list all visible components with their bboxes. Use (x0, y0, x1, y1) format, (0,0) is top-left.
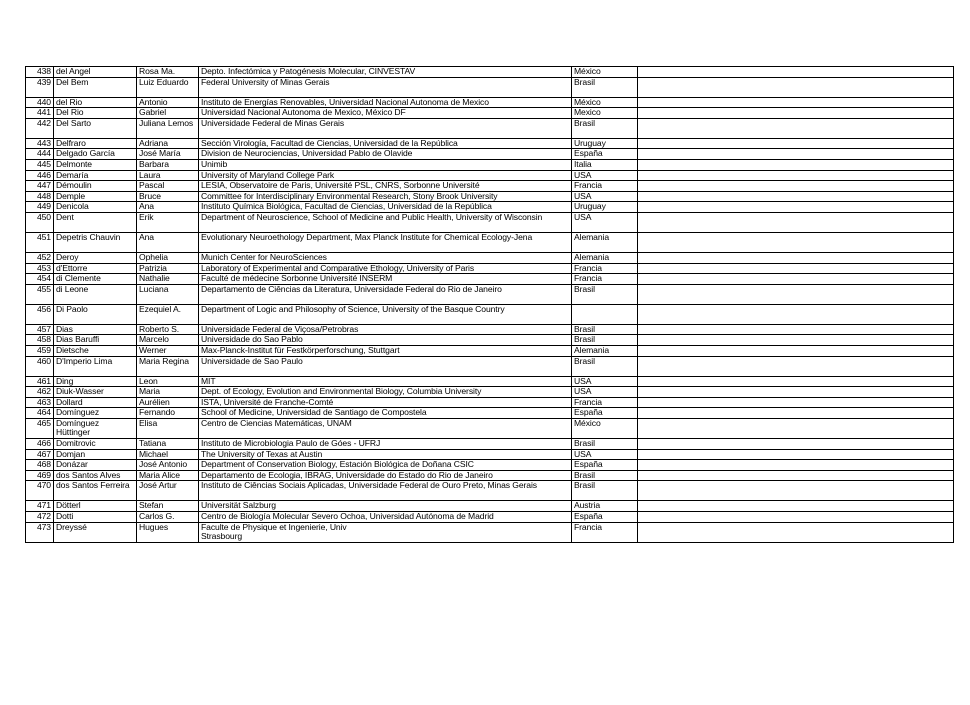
last-name-cell: Depetris Chauvin (54, 232, 137, 252)
row-number-cell: 450 (26, 212, 54, 232)
table-row (26, 512, 954, 523)
row-number-cell: 461 (26, 376, 54, 387)
row-number-cell: 451 (26, 232, 54, 252)
table-row (26, 324, 954, 335)
last-name-cell: Di Paolo (54, 304, 137, 324)
first-name-cell: Juliana Lemos (137, 118, 199, 138)
table-row (26, 263, 954, 274)
notes-cell (638, 522, 954, 542)
table-row (26, 376, 954, 387)
country-cell: España (572, 512, 638, 523)
row-number-cell: 464 (26, 408, 54, 419)
first-name-cell: Erik (137, 212, 199, 232)
notes-cell (638, 397, 954, 408)
notes-cell (638, 202, 954, 213)
institution-cell: Universidade de Sao Paulo (199, 356, 572, 376)
first-name-cell: Gabriel (137, 108, 199, 119)
table-row (26, 181, 954, 192)
first-name-cell: Ana (137, 202, 199, 213)
table-row (26, 418, 954, 438)
researchers-table (25, 66, 954, 543)
first-name-cell: Carlos G. (137, 512, 199, 523)
institution-cell: Instituto Química Biológica, Facultad de Ciencias, Universidad de la República (199, 202, 572, 213)
first-name-cell: José Artur (137, 481, 199, 501)
institution-cell: University of Maryland College Park (199, 170, 572, 181)
notes-cell (638, 149, 954, 160)
last-name-cell: Domjan (54, 449, 137, 460)
row-number-cell: 454 (26, 274, 54, 285)
country-cell: USA (572, 191, 638, 202)
row-number-cell: 443 (26, 138, 54, 149)
row-number-cell: 453 (26, 263, 54, 274)
row-number-cell: 459 (26, 345, 54, 356)
first-name-cell: Leon (137, 376, 199, 387)
notes-cell (638, 335, 954, 346)
row-number-cell: 457 (26, 324, 54, 335)
notes-cell (638, 252, 954, 263)
notes-cell (638, 512, 954, 523)
row-number-cell: 448 (26, 191, 54, 202)
first-name-cell: Maria (137, 387, 199, 398)
notes-cell (638, 191, 954, 202)
first-name-cell: Nathalie (137, 274, 199, 285)
row-number-cell: 438 (26, 67, 54, 78)
last-name-cell: Donázar (54, 460, 137, 471)
table-body (26, 67, 954, 543)
notes-cell (638, 387, 954, 398)
row-number-cell: 452 (26, 252, 54, 263)
table-row (26, 97, 954, 108)
table-row (26, 202, 954, 213)
institution-cell: Max-Planck-Institut für Festkörperforschung, Stuttgart (199, 345, 572, 356)
institution-cell: Department of Neuroscience, School of Medicine and Public Health, University of Wisconsin (199, 212, 572, 232)
first-name-cell: Luciana (137, 284, 199, 304)
table-row (26, 439, 954, 450)
row-number-cell: 444 (26, 149, 54, 160)
country-cell: USA (572, 449, 638, 460)
institution-cell: Sección Virología, Facultad de Ciencias, Universidad de la República (199, 138, 572, 149)
institution-cell: Division de Neurociencias, Universidad Pablo de Olavide (199, 149, 572, 160)
row-number-cell: 455 (26, 284, 54, 304)
table-row (26, 449, 954, 460)
institution-cell: Departamento de Ecologia, IBRAG, Universidade do Estado do Rio de Janeiro (199, 470, 572, 481)
table-row (26, 460, 954, 471)
country-cell: Mexico (572, 108, 638, 119)
last-name-cell: Diuk-Wasser (54, 387, 137, 398)
institution-cell: School of Medicine, Universidad de Santiago de Compostela (199, 408, 572, 419)
notes-cell (638, 449, 954, 460)
last-name-cell: Ding (54, 376, 137, 387)
notes-cell (638, 138, 954, 149)
first-name-cell: Bruce (137, 191, 199, 202)
last-name-cell: Dotti (54, 512, 137, 523)
country-cell: Alemania (572, 232, 638, 252)
row-number-cell: 449 (26, 202, 54, 213)
table-row (26, 274, 954, 285)
country-cell: Brasil (572, 356, 638, 376)
first-name-cell: Michael (137, 449, 199, 460)
first-name-cell: Fernando (137, 408, 199, 419)
first-name-cell: Adriana (137, 138, 199, 149)
first-name-cell: Stefan (137, 501, 199, 512)
country-cell: Uruguay (572, 202, 638, 213)
first-name-cell: Luiz Eduardo (137, 77, 199, 97)
country-cell: USA (572, 170, 638, 181)
notes-cell (638, 470, 954, 481)
institution-cell: Centro de Biología Molecular Severo Ochoa, Universidad Autónoma de Madrid (199, 512, 572, 523)
country-cell: Italia (572, 159, 638, 170)
notes-cell (638, 356, 954, 376)
institution-cell: Department of Logic and Philosophy of Science, University of the Basque Country (199, 304, 572, 324)
row-number-cell: 458 (26, 335, 54, 346)
notes-cell (638, 263, 954, 274)
first-name-cell: Tatiana (137, 439, 199, 450)
institution-cell: Instituto de Ciências Sociais Aplicadas, Universidade Federal de Ouro Preto, Minas Gerais (199, 481, 572, 501)
first-name-cell: Marcelo (137, 335, 199, 346)
institution-cell: MIT (199, 376, 572, 387)
first-name-cell: Hugues (137, 522, 199, 542)
institution-cell: The University of Texas at Austin (199, 449, 572, 460)
first-name-cell: Elisa (137, 418, 199, 438)
first-name-cell: Ophelia (137, 252, 199, 263)
table-row (26, 345, 954, 356)
row-number-cell: 467 (26, 449, 54, 460)
notes-cell (638, 324, 954, 335)
notes-cell (638, 97, 954, 108)
notes-cell (638, 274, 954, 285)
table-row (26, 159, 954, 170)
last-name-cell: Dias (54, 324, 137, 335)
table-row (26, 522, 954, 542)
institution-cell: Faculté de médecine Sorbonne Université INSERM (199, 274, 572, 285)
notes-cell (638, 345, 954, 356)
table-row (26, 408, 954, 419)
institution-cell: Committee for Interdisciplinary Environmental Research, Stony Brook University (199, 191, 572, 202)
institution-cell: Laboratory of Experimental and Comparative Ethology, University of Paris (199, 263, 572, 274)
country-cell: Francia (572, 397, 638, 408)
last-name-cell: Denicola (54, 202, 137, 213)
last-name-cell: dos Santos Alves (54, 470, 137, 481)
notes-cell (638, 408, 954, 419)
country-cell: Francia (572, 263, 638, 274)
notes-cell (638, 284, 954, 304)
last-name-cell: Deroy (54, 252, 137, 263)
country-cell: Francia (572, 274, 638, 285)
country-cell: Francia (572, 181, 638, 192)
country-cell: Alemania (572, 252, 638, 263)
table-row (26, 304, 954, 324)
first-name-cell: Barbara (137, 159, 199, 170)
notes-cell (638, 481, 954, 501)
last-name-cell: dos Santos Ferreira (54, 481, 137, 501)
row-number-cell: 471 (26, 501, 54, 512)
country-cell: Brasil (572, 324, 638, 335)
last-name-cell: d'Ettorre (54, 263, 137, 274)
country-cell: Brasil (572, 77, 638, 97)
first-name-cell: Ezequiel A. (137, 304, 199, 324)
last-name-cell: di Leone (54, 284, 137, 304)
last-name-cell: Dent (54, 212, 137, 232)
notes-cell (638, 159, 954, 170)
last-name-cell: Del Sarto (54, 118, 137, 138)
row-number-cell: 442 (26, 118, 54, 138)
notes-cell (638, 304, 954, 324)
institution-cell: Instituto de Microbiologia Paulo de Góes - UFRJ (199, 439, 572, 450)
row-number-cell: 445 (26, 159, 54, 170)
country-cell: España (572, 149, 638, 160)
institution-cell: ISTA, Université de Franche-Comté (199, 397, 572, 408)
last-name-cell: Dietsche (54, 345, 137, 356)
table-row (26, 170, 954, 181)
first-name-cell: José Antonio (137, 460, 199, 471)
last-name-cell: Dias Baruffi (54, 335, 137, 346)
notes-cell (638, 418, 954, 438)
first-name-cell: Rosa Ma. (137, 67, 199, 78)
row-number-cell: 470 (26, 481, 54, 501)
row-number-cell: 463 (26, 397, 54, 408)
last-name-cell: del Angel (54, 67, 137, 78)
institution-cell: Unimib (199, 159, 572, 170)
institution-cell: Departamento de Ciências da Literatura, Universidade Federal do Rio de Janeiro (199, 284, 572, 304)
last-name-cell: D'Imperio Lima (54, 356, 137, 376)
last-name-cell: del Rio (54, 97, 137, 108)
institution-cell: Munich Center for NeuroSciences (199, 252, 572, 263)
country-cell: Uruguay (572, 138, 638, 149)
institution-cell: LESIA, Observatoire de Paris, Université PSL, CNRS, Sorbonne Université (199, 181, 572, 192)
country-cell: USA (572, 387, 638, 398)
row-number-cell: 460 (26, 356, 54, 376)
row-number-cell: 473 (26, 522, 54, 542)
table-row (26, 77, 954, 97)
notes-cell (638, 376, 954, 387)
institution-cell: Universidad Nacional Autonoma de Mexico, México DF (199, 108, 572, 119)
country-cell: USA (572, 212, 638, 232)
first-name-cell: Ana (137, 232, 199, 252)
country-cell: México (572, 418, 638, 438)
row-number-cell: 456 (26, 304, 54, 324)
country-cell: México (572, 97, 638, 108)
last-name-cell: di Clemente (54, 274, 137, 285)
table-row (26, 212, 954, 232)
row-number-cell: 439 (26, 77, 54, 97)
last-name-cell: Delgado García (54, 149, 137, 160)
notes-cell (638, 108, 954, 119)
institution-cell: Universidade do Sao Pablo (199, 335, 572, 346)
country-cell: Austria (572, 501, 638, 512)
last-name-cell: Domínguez (54, 408, 137, 419)
row-number-cell: 462 (26, 387, 54, 398)
country-cell: México (572, 67, 638, 78)
notes-cell (638, 501, 954, 512)
first-name-cell: Roberto S. (137, 324, 199, 335)
first-name-cell: Pascal (137, 181, 199, 192)
last-name-cell: Delmonte (54, 159, 137, 170)
row-number-cell: 441 (26, 108, 54, 119)
table-row (26, 149, 954, 160)
last-name-cell: Démoulin (54, 181, 137, 192)
country-cell: Brasil (572, 335, 638, 346)
institution-cell: Dept. of Ecology, Evolution and Environmental Biology, Columbia University (199, 387, 572, 398)
row-number-cell: 468 (26, 460, 54, 471)
country-cell: España (572, 408, 638, 419)
table-row (26, 501, 954, 512)
country-cell: Francia (572, 522, 638, 542)
notes-cell (638, 67, 954, 78)
institution-cell: Evolutionary Neuroethology Department, Max Planck Institute for Chemical Ecology-Jena (199, 232, 572, 252)
table-row (26, 118, 954, 138)
last-name-cell: Domínguez Hüttinger (54, 418, 137, 438)
last-name-cell: Domitrovic (54, 439, 137, 450)
table-row (26, 470, 954, 481)
first-name-cell: Patrizia (137, 263, 199, 274)
notes-cell (638, 170, 954, 181)
row-number-cell: 440 (26, 97, 54, 108)
table-row (26, 481, 954, 501)
notes-cell (638, 439, 954, 450)
last-name-cell: Delfraro (54, 138, 137, 149)
notes-cell (638, 77, 954, 97)
table-row (26, 397, 954, 408)
notes-cell (638, 118, 954, 138)
row-number-cell: 469 (26, 470, 54, 481)
institution-cell: Centro de Ciencias Matemáticas, UNAM (199, 418, 572, 438)
table-row (26, 284, 954, 304)
last-name-cell: Dötterl (54, 501, 137, 512)
institution-cell: Faculte de Physique et Ingenierie, Univ Strasbourg (199, 522, 572, 542)
notes-cell (638, 232, 954, 252)
first-name-cell: Maria Regina (137, 356, 199, 376)
last-name-cell: Demple (54, 191, 137, 202)
country-cell: Brasil (572, 481, 638, 501)
last-name-cell: Dreyssé (54, 522, 137, 542)
table-row (26, 191, 954, 202)
table-row (26, 335, 954, 346)
row-number-cell: 466 (26, 439, 54, 450)
institution-cell: Depto. Infectómica y Patogénesis Molecular, CINVESTAV (199, 67, 572, 78)
row-number-cell: 447 (26, 181, 54, 192)
institution-cell: Instituto de Energías Renovables, Universidad Nacional Autonoma de Mexico (199, 97, 572, 108)
country-cell: Brasil (572, 118, 638, 138)
notes-cell (638, 181, 954, 192)
table-row (26, 387, 954, 398)
table-row (26, 356, 954, 376)
row-number-cell: 472 (26, 512, 54, 523)
first-name-cell: Antonio (137, 97, 199, 108)
country-cell: Brasil (572, 284, 638, 304)
country-cell: España (572, 460, 638, 471)
first-name-cell: Maria Alice (137, 470, 199, 481)
last-name-cell: Demaría (54, 170, 137, 181)
first-name-cell: Werner (137, 345, 199, 356)
last-name-cell: Dollard (54, 397, 137, 408)
country-cell: USA (572, 376, 638, 387)
last-name-cell: Del Rio (54, 108, 137, 119)
first-name-cell: Laura (137, 170, 199, 181)
row-number-cell: 446 (26, 170, 54, 181)
table-row (26, 108, 954, 119)
first-name-cell: Aurélien (137, 397, 199, 408)
institution-cell: Universidade Federal de Minas Gerais (199, 118, 572, 138)
country-cell: Alemania (572, 345, 638, 356)
institution-cell: Federal University of Minas Gerais (199, 77, 572, 97)
table-row (26, 252, 954, 263)
country-cell (572, 304, 638, 324)
notes-cell (638, 212, 954, 232)
table-row (26, 67, 954, 78)
institution-cell: Universität Salzburg (199, 501, 572, 512)
institution-cell: Department of Conservation Biology, Estación Biológica de Doñana CSIC (199, 460, 572, 471)
first-name-cell: José María (137, 149, 199, 160)
institution-cell: Universidade Federal de Viçosa/Petrobras (199, 324, 572, 335)
country-cell: Brasil (572, 470, 638, 481)
table-row (26, 232, 954, 252)
table-row (26, 138, 954, 149)
country-cell: Brasil (572, 439, 638, 450)
last-name-cell: Del Bem (54, 77, 137, 97)
row-number-cell: 465 (26, 418, 54, 438)
notes-cell (638, 460, 954, 471)
